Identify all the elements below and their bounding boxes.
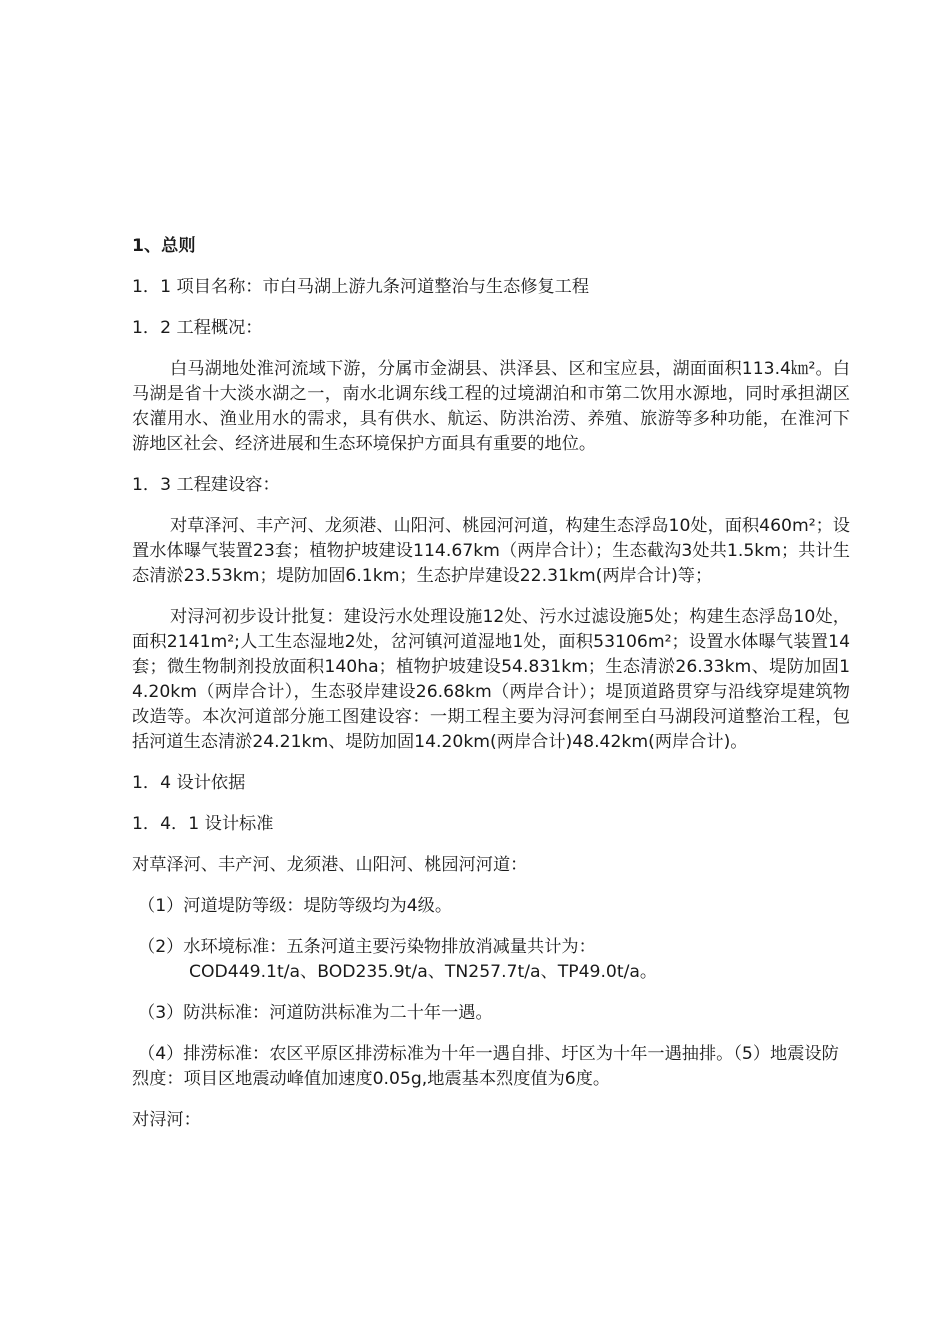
xun-river-intro: 对浔河： [132,1110,201,1130]
standard-item-1: （1）河道堤防等级：堤防等级均为4级。 [138,896,453,916]
standard-item-2-values: COD449.1t/a、BOD235.9t/a、TN257.7t/a、TP49.0t/a。 [189,962,658,982]
construction-heading: 1．3 工程建设容： [132,475,280,495]
overview-heading: 1．2 工程概况： [132,318,263,338]
design-basis-heading: 1．4 设计依据 [132,773,246,793]
standard-item-3: （3）防洪标准：河道防洪标准为二十年一遇。 [138,1003,493,1023]
section-heading: 1、总则 [132,236,196,256]
standard-item-2 [132,935,850,985]
document-body [132,234,850,1149]
construction-paragraph-1: 对草泽河、丰产河、龙须港、山阳河、桃园河河道，构建生态浮岛10处，面积460m²；设置水体曝气装置23套；植物护坡建设114.67km（两岸合计）；生态截沟3处共1.5km；共计生态清淤23.53km；堤防加固6.1km；生态护岸建设22.31km(两岸合计)等； [132,516,850,586]
construction-paragraph-2: 对浔河初步设计批复：建设污水处理设施12处、污水过滤设施5处；构建生态浮岛10处，面积2141m²;人工生态湿地2处，岔河镇河道湿地1处，面积53106m²；设置水体曝气装置14套；微生物制剂投放面积140ha；植物护坡建设54.831km；生态清淤26.33km、堤防加固14.20km（两岸合计），生态驳岸建设26.68km（两岸合计）；堤顶道路贯穿与沿线穿堤建筑物改造等。本次河道部分施工图建设容：一期工程主要为浔河套闸至白马湖段河道整治工程，包括河道生态清淤24.21km、堤防加固14.20km(两岸合计)48.42km(两岸合计)。 [132,607,850,752]
standard-item-2-label: （2）水环境标准：五条河道主要污染物排放消减量共计为： [138,937,596,957]
rivers-intro: 对草泽河、丰产河、龙须港、山阳河、桃园河河道： [132,855,528,875]
overview-paragraph: 白马湖地处淮河流域下游，分属市金湖县、洪泽县、区和宝应县，湖面面积113.4㎞²。白马湖是省十大淡水湖之一，南水北调东线工程的过境湖泊和市第二饮用水源地，同时承担湖区农灌用水、渔业用水的需求，具有供水、航运、防洪治涝、养殖、旅游等多种功能，在淮河下游地区社会、经济进展和生态环境保护方面具有重要的地位。 [132,359,850,454]
design-standard-heading: 1．4．1 设计标准 [132,814,274,834]
project-name-line: 1．1 项目名称：市白马湖上游九条河道整治与生态修复工程 [132,277,590,297]
standard-item-4-text: （4）排涝标准：农区平原区排涝标准为十年一遇自排、圩区为十年一遇抽排。（5）地震设防烈度：项目区地震动峰值加速度0.05g,地震基本烈度值为6度。 [132,1044,839,1089]
standard-item-4 [132,1042,850,1092]
